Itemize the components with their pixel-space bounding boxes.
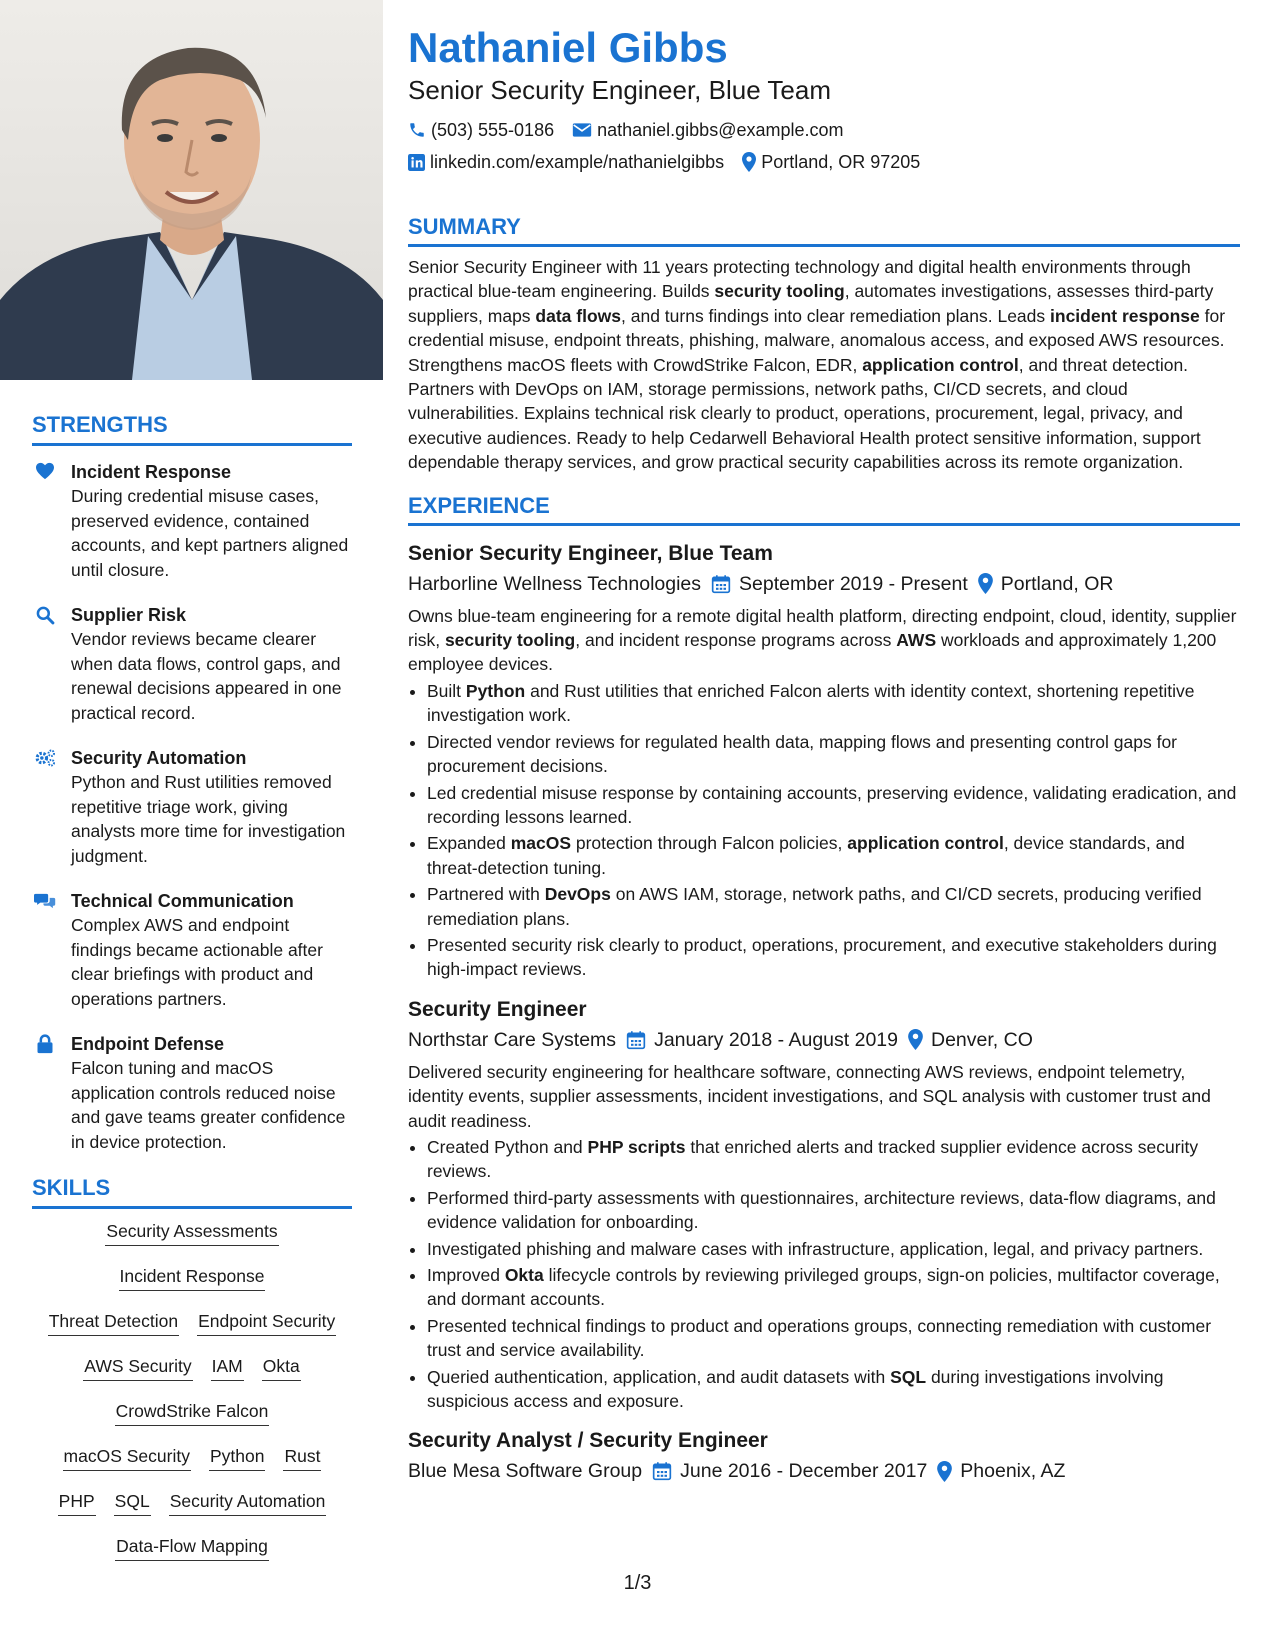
- job-location: [937, 1455, 1065, 1487]
- skill-row: [32, 1354, 352, 1399]
- calendar-icon: [626, 1030, 646, 1050]
- email-icon: [572, 122, 592, 138]
- lock-icon: [34, 1034, 56, 1056]
- portrait-illustration: [0, 0, 383, 380]
- strength-title: Endpoint Defense: [71, 1034, 225, 1054]
- skill-tag: Incident Response: [119, 1264, 266, 1291]
- job-dates: [626, 1024, 898, 1056]
- skill-row: [32, 1219, 352, 1264]
- skill-tag: Security Automation: [169, 1489, 327, 1516]
- job-location: [978, 568, 1114, 600]
- skill-tag: SQL: [114, 1489, 151, 1516]
- skill-row: [32, 1399, 352, 1444]
- job-location-text: Phoenix, AZ: [960, 1460, 1066, 1483]
- location-contact: [742, 146, 920, 178]
- skill-tag: AWS Security: [83, 1354, 192, 1381]
- candidate-name: Nathaniel Gibbs: [408, 24, 728, 71]
- sidebar: [0, 0, 383, 1650]
- summary-text: Senior Security Engineer with 11 years protecting technology and digital health environments through practical blue-team engineering. Builds security tooling, automates investigations, assesses third-party suppliers, maps data flows, and turns findings into clear remediation plans. Leads incident response for credential misuse, endpoint threats, phishing, malware, anomalous access, and exposed AWS resources. Strengthens macOS fleets with CrowdStrike Falcon, EDR, application control, and threat detection. Partners with DevOps on IAM, storage permissions, network paths, CI/CD secrets, and cloud vulnerabilities. Explains technical risk clearly to product, operations, procurement, legal, privacy, and executive audiences. Ready to help Cedarwell Behavioral Health protect sensitive information, support dependable therapy services, and grow practical security capabilities across its remote organization.: [408, 257, 1226, 473]
- main-content: [408, 22, 1240, 1487]
- job-entry: [408, 1427, 1240, 1487]
- job-bullet: • Created Python and PHP scripts that enriched alerts and tracked supplier evidence across security reviews.: [427, 1135, 1240, 1184]
- strength-item: [32, 889, 352, 1011]
- job-bullets: [408, 1135, 1240, 1413]
- job-company: Blue Mesa Software Group: [408, 1460, 643, 1483]
- job-company: Harborline Wellness Technologies: [408, 572, 702, 595]
- job-title: Security Engineer: [408, 997, 587, 1021]
- strength-description: Falcon tuning and macOS application controls reduced noise and gave teams greater confidence in device protection.: [71, 1058, 346, 1152]
- job-bullet: • Partnered with DevOps on AWS IAM, storage, network paths, and CI/CD secrets, producing verified remediation plans.: [427, 882, 1240, 931]
- strength-item: [32, 460, 352, 582]
- job-bullet: • Investigated phishing and malware cases with infrastructure, application, legal, and privacy partners.: [427, 1237, 1240, 1261]
- strength-title: Supplier Risk: [71, 605, 187, 625]
- job-meta: [408, 1024, 1240, 1056]
- skill-tag: macOS Security: [63, 1444, 191, 1471]
- profile-photo: [0, 0, 383, 380]
- job-bullet: • Presented security risk clearly to product, operations, procurement, and executive stakeholders during high-impact reviews.: [427, 933, 1240, 982]
- job-entry: [408, 996, 1240, 1414]
- job-dates: [711, 568, 968, 600]
- chat-icon: [34, 891, 56, 913]
- job-description: Delivered security engineering for healthcare software, connecting AWS reviews, endpoint telemetry, identity events, supplier assessments, incident investigations, and SQL analysis with customer trust and audit readiness.: [408, 1061, 1211, 1131]
- job-meta: [408, 568, 1240, 600]
- phone-contact: [408, 114, 554, 146]
- location-pin-icon: [937, 1461, 952, 1482]
- skills-list: [32, 1219, 352, 1579]
- job-dates-text: January 2018 - August 2019: [654, 1028, 898, 1051]
- job-title: Senior Security Engineer, Blue Team: [408, 541, 773, 565]
- skill-row: [32, 1489, 352, 1534]
- job-bullet: • Built Python and Rust utilities that enriched Falcon alerts with identity context, shortening repetitive investigation work.: [427, 679, 1240, 728]
- strength-description: Vendor reviews became clearer when data flows, control gaps, and renewal decisions appeared in one practical record.: [71, 629, 342, 723]
- job-location-text: Portland, OR: [1000, 572, 1114, 595]
- email-contact[interactable]: [572, 114, 843, 146]
- job-location: [908, 1024, 1033, 1056]
- gears-icon: [34, 748, 56, 770]
- strength-title: Incident Response: [71, 462, 232, 482]
- skill-tag: Endpoint Security: [197, 1309, 336, 1336]
- email-text[interactable]: nathaniel.gibbs@example.com: [597, 120, 844, 140]
- job-entry: [408, 540, 1240, 982]
- sidebar-content: [32, 412, 352, 1579]
- phone-text: (503) 555-0186: [431, 120, 555, 140]
- job-bullet: • Presented technical findings to product and operations groups, connecting remediation with customer trust and service availability.: [427, 1314, 1240, 1363]
- skill-row: [32, 1309, 352, 1354]
- skills-heading: SKILLS: [32, 1175, 352, 1209]
- strength-title: Technical Communication: [71, 891, 294, 911]
- linkedin-icon: [408, 154, 425, 171]
- skill-tag: PHP: [58, 1489, 96, 1516]
- job-bullet: • Directed vendor reviews for regulated health data, mapping flows and presenting control gaps for procurement decisions.: [427, 730, 1240, 779]
- page-number: 1/3: [623, 1572, 652, 1594]
- linkedin-contact[interactable]: [408, 146, 724, 178]
- job-bullet: • Led credential misuse response by containing accounts, preserving evidence, validating eradication, and recording lessons learned.: [427, 781, 1240, 830]
- location-pin-icon: [742, 152, 756, 172]
- skill-tag: Data-Flow Mapping: [115, 1534, 269, 1561]
- strength-item: [32, 746, 352, 868]
- contact-row-1: [408, 114, 1240, 146]
- strength-title: Security Automation: [71, 748, 247, 768]
- job-dates-text: September 2019 - Present: [739, 572, 968, 595]
- strength-item: [32, 603, 352, 725]
- location-text: Portland, OR 97205: [761, 152, 921, 172]
- strengths-heading: STRENGTHS: [32, 412, 352, 446]
- job-company: Northstar Care Systems: [408, 1028, 617, 1051]
- experience-list: [408, 540, 1240, 1488]
- skill-row: [32, 1444, 352, 1489]
- summary-heading: SUMMARY: [408, 214, 1240, 247]
- skill-row: [32, 1264, 352, 1309]
- skill-tag: Python: [209, 1444, 265, 1471]
- skill-tag: Rust: [283, 1444, 321, 1471]
- job-title: Security Analyst / Security Engineer: [408, 1429, 768, 1453]
- heart-icon: [34, 462, 56, 484]
- search-icon: [34, 605, 56, 627]
- location-pin-icon: [978, 573, 993, 594]
- job-bullet: • Improved Okta lifecycle controls by reviewing privileged groups, sign-on policies, multifactor coverage, and dormant accounts.: [427, 1263, 1240, 1312]
- headline: Senior Security Engineer, Blue Team: [408, 75, 831, 105]
- job-location-text: Denver, CO: [931, 1028, 1033, 1051]
- skill-tag: Threat Detection: [48, 1309, 179, 1336]
- strength-item: [32, 1032, 352, 1154]
- phone-icon: [408, 121, 426, 139]
- job-description: Owns blue-team engineering for a remote digital health platform, directing endpoint, cloud, identity, supplier risk, security tooling, and incident response programs across AWS workloads and approximately 1,200 employee devices.: [408, 605, 1237, 675]
- strength-description: Python and Rust utilities removed repetitive triage work, giving analysts more time for investigation judgment.: [71, 772, 346, 866]
- strength-description: During credential misuse cases, preserved evidence, contained accounts, and kept partners aligned until closure.: [71, 486, 349, 580]
- job-bullet: • Performed third-party assessments with questionnaires, architecture reviews, data-flow diagrams, and evidence validation for onboarding.: [427, 1186, 1240, 1235]
- skill-tag: IAM: [211, 1354, 244, 1381]
- calendar-icon: [652, 1461, 672, 1481]
- job-dates-text: June 2016 - December 2017: [680, 1460, 928, 1483]
- strengths-list: [32, 460, 352, 1154]
- job-bullet: • Queried authentication, application, and audit datasets with SQL during investigations involving suspicious access and exposure.: [427, 1365, 1240, 1414]
- location-pin-icon: [908, 1029, 923, 1050]
- job-bullet: • Expanded macOS protection through Falcon policies, application control, device standards, and threat-detection tuning.: [427, 831, 1240, 880]
- experience-heading: EXPERIENCE: [408, 493, 1240, 526]
- skill-tag: Security Assessments: [105, 1219, 278, 1246]
- job-dates: [652, 1455, 927, 1487]
- job-meta: [408, 1455, 1240, 1487]
- job-bullets: [408, 679, 1240, 982]
- linkedin-text[interactable]: linkedin.com/example/nathanielgibbs: [430, 152, 725, 172]
- skill-tag: Okta: [262, 1354, 301, 1381]
- strength-description: Complex AWS and endpoint findings became actionable after clear briefings with product and operations partners.: [71, 915, 323, 1009]
- contact-row-2: [408, 146, 1240, 178]
- skill-tag: CrowdStrike Falcon: [115, 1399, 270, 1426]
- calendar-icon: [711, 574, 731, 594]
